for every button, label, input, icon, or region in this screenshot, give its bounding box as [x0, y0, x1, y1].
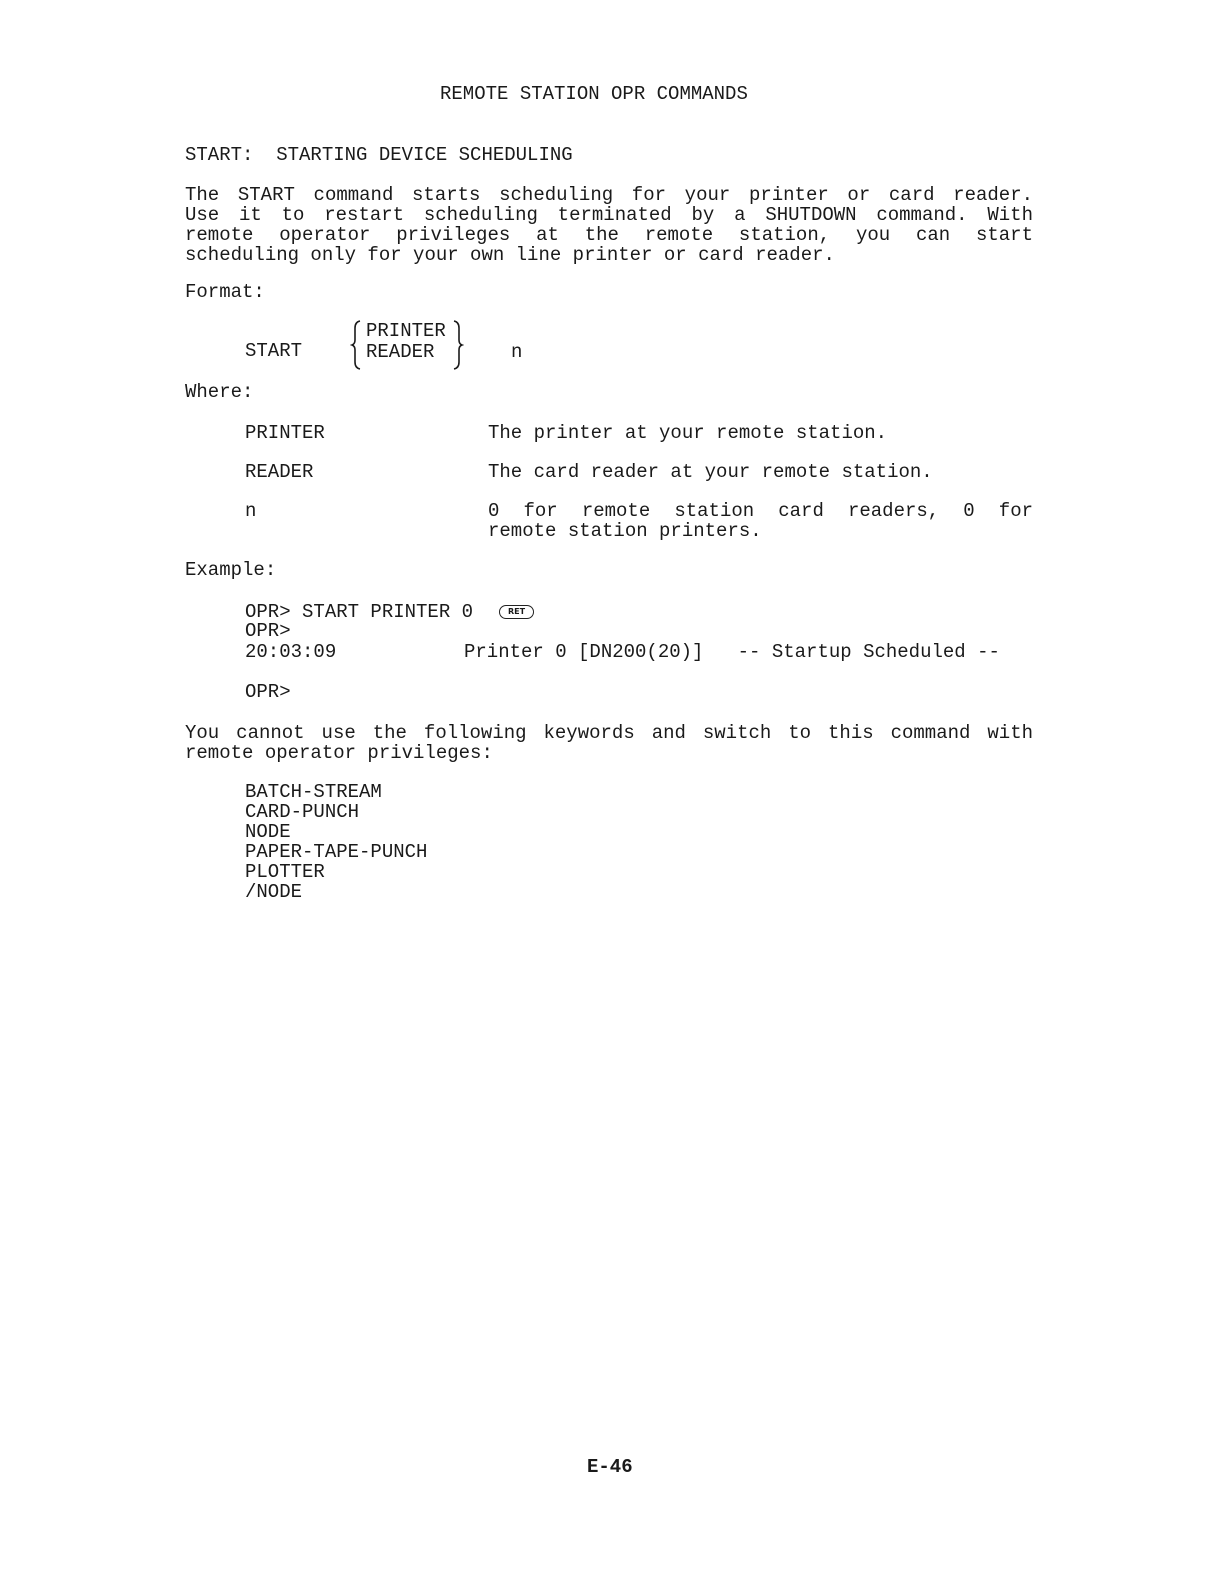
where-label: Where:	[185, 381, 254, 403]
param-name: PRINTER	[245, 422, 325, 444]
left-brace-icon	[350, 320, 362, 370]
intro-line: The START command starts scheduling for your printer or card reader.	[185, 185, 1033, 205]
intro-line: remote operator privileges at the remote station, you can start	[185, 225, 1033, 245]
example-message: Printer 0 [DN200(20)] -- Startup Scheduled --	[464, 641, 1000, 663]
intro-line: Use it to restart scheduling terminated by a SHUTDOWN command. With	[185, 205, 1033, 225]
keyword-item: BATCH-STREAM	[245, 782, 382, 802]
intro-line: scheduling only for your own line printer or card reader.	[185, 245, 835, 265]
param-desc: The printer at your remote station.	[488, 422, 888, 444]
page-number: E-46	[587, 1456, 633, 1478]
keyword-item: CARD-PUNCH	[245, 802, 360, 822]
example-prompt: OPR>	[245, 620, 291, 642]
restriction-line: remote operator privileges:	[185, 743, 493, 763]
format-arg: n	[511, 341, 523, 363]
example-command: OPR> START PRINTER 0	[245, 601, 474, 623]
keyword-list	[245, 782, 427, 902]
page-title: REMOTE STATION OPR COMMANDS	[440, 83, 748, 105]
example-label: Example:	[185, 559, 277, 581]
example-time: 20:03:09	[245, 641, 337, 663]
intro-paragraph	[185, 185, 1033, 265]
keyword-item: NODE	[245, 822, 291, 842]
param-name: n	[245, 500, 257, 522]
param-desc: The card reader at your remote station.	[488, 461, 933, 483]
param-name: READER	[245, 461, 314, 483]
format-command: START	[245, 340, 303, 362]
format-label: Format:	[185, 281, 265, 303]
return-key-icon: RET	[499, 605, 534, 619]
param-desc: 0 for remote station card readers, 0 for	[488, 501, 1033, 521]
param-desc: remote station printers.	[488, 520, 762, 542]
keyword-item: PAPER-TAPE-PUNCH	[245, 842, 428, 862]
keyword-item: PLOTTER	[245, 862, 325, 882]
restriction-paragraph	[185, 723, 1033, 763]
right-brace-icon	[452, 320, 464, 370]
example-prompt: OPR>	[245, 681, 291, 703]
format-option: PRINTER	[366, 320, 446, 342]
keyword-item: /NODE	[245, 882, 303, 902]
format-option: READER	[366, 341, 435, 363]
section-heading: START: STARTING DEVICE SCHEDULING	[185, 144, 573, 166]
restriction-line: You cannot use the following keywords and switch to this command with	[185, 723, 1033, 743]
